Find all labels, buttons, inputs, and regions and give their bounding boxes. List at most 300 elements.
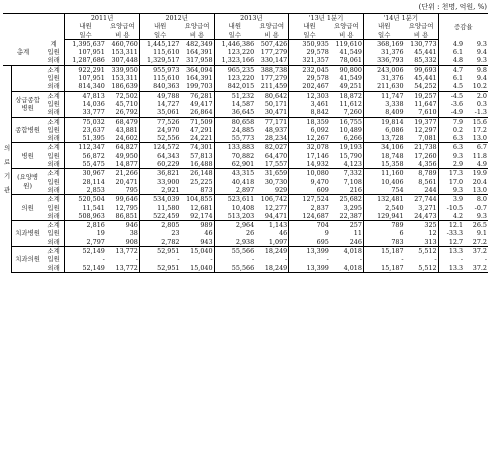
- header-sub2-cell: 비 용: [181, 31, 215, 40]
- value-cell: 368,169: [377, 39, 404, 48]
- value-cell: 199,703: [181, 82, 215, 91]
- row-label: 입원: [43, 255, 65, 263]
- value-cell: 513,203: [214, 212, 255, 221]
- value-cell: 1,446,386: [221, 39, 255, 48]
- value-cell: 52,951: [139, 264, 180, 273]
- value-cell: 13.0: [464, 134, 488, 143]
- value-cell: 15,790: [330, 152, 364, 160]
- table-row: [3, 100, 488, 108]
- value-cell: 11,612: [330, 100, 364, 108]
- value-cell: -4.9: [438, 108, 464, 117]
- value-cell: 10,080: [306, 169, 329, 178]
- table-row: [3, 255, 488, 263]
- header-row-years: [3, 14, 488, 23]
- header-sub2-cell: 일수: [65, 31, 106, 40]
- table-row: [3, 238, 488, 247]
- row-label: 외래: [43, 212, 65, 221]
- year-13q1: '13년 1분기: [289, 14, 364, 23]
- year-2011: 2011년: [65, 14, 140, 23]
- table-row: [3, 74, 488, 82]
- table-row: [3, 264, 488, 273]
- value-cell: 127,524: [302, 195, 329, 204]
- value-cell: 9.8: [476, 65, 487, 74]
- value-cell: 37.2: [464, 264, 488, 273]
- value-cell: 6,266: [330, 134, 364, 143]
- group-label: 총계: [3, 39, 43, 65]
- table-row: [3, 48, 488, 56]
- value-cell: 132,481: [377, 195, 404, 204]
- value-cell: 609: [289, 186, 330, 195]
- value-cell: 64,470: [255, 152, 289, 160]
- value-cell: 9.3: [464, 56, 488, 65]
- row-label: 소계: [43, 65, 65, 74]
- value-cell: 520,504: [78, 195, 105, 204]
- value-cell: 24,885: [231, 125, 255, 134]
- value-cell: 47,291: [181, 126, 215, 134]
- value-cell: 164,391: [181, 48, 215, 56]
- header-sub1-cell: 요양급여: [181, 22, 215, 30]
- value-cell: 3,338: [385, 99, 404, 108]
- value-cell: 76,281: [181, 91, 215, 100]
- value-cell: 695: [289, 238, 330, 247]
- section-label: 치과병원: [12, 221, 43, 247]
- value-cell: 20.4: [472, 177, 487, 186]
- value-cell: 1,323,166: [214, 56, 255, 65]
- value-cell: 9.3: [464, 212, 488, 221]
- row-label: 입원: [43, 229, 65, 237]
- value-cell: 47,813: [82, 91, 105, 100]
- value-cell: 15,040: [181, 264, 215, 273]
- value-cell: 2,540: [385, 203, 404, 212]
- value-cell: 26,864: [181, 108, 215, 117]
- value-cell: 19: [96, 229, 105, 238]
- value-cell: 336,793: [363, 56, 404, 65]
- value-cell: 6,086: [385, 125, 404, 134]
- value-cell: 71,509: [181, 117, 215, 126]
- value-cell: 7,610: [405, 108, 439, 117]
- section-label: 상급종합병원: [12, 91, 43, 117]
- value-cell: 40,418: [231, 177, 255, 186]
- value-cell: 12,681: [181, 204, 215, 212]
- table-row: [3, 56, 488, 65]
- table-row: [3, 160, 488, 169]
- value-cell: 9.4: [476, 48, 487, 57]
- section-label: 치과의원: [12, 247, 43, 273]
- value-cell: 17.2: [472, 125, 487, 134]
- value-cell: 908: [106, 238, 140, 247]
- table-row: [3, 143, 488, 152]
- value-cell: 62,901: [214, 160, 255, 169]
- value-cell: 6.3: [452, 143, 464, 152]
- value-cell: 7,108: [330, 178, 364, 186]
- value-cell: 27,744: [405, 195, 439, 204]
- value-cell: 46: [255, 229, 289, 237]
- row-label: 입원: [43, 48, 65, 56]
- section-label: [12, 65, 43, 91]
- value-cell: 35,061: [139, 108, 180, 117]
- value-cell: 4,123: [330, 160, 364, 169]
- value-cell: 19,377: [405, 117, 439, 126]
- row-label: 소계: [43, 221, 65, 230]
- header-sub1-cell: 내원: [79, 22, 92, 31]
- value-cell: 946: [106, 221, 140, 230]
- value-cell: 508,963: [65, 212, 106, 221]
- value-cell: 55,566: [214, 264, 255, 273]
- value-cell: -: [405, 255, 439, 263]
- value-cell: 19,814: [381, 117, 404, 126]
- value-cell: 130,773: [405, 39, 439, 48]
- value-cell: 9.3: [438, 186, 464, 195]
- header-sub2-cell: 일수: [289, 31, 330, 40]
- value-cell: 965,235: [227, 65, 255, 74]
- value-cell: 27.2: [464, 238, 488, 247]
- value-cell: -: [401, 255, 404, 264]
- value-cell: 339,950: [106, 65, 140, 74]
- year-2013: 2013년: [214, 14, 289, 23]
- value-cell: 2,816: [86, 221, 105, 230]
- value-cell: 1,395,637: [72, 39, 105, 48]
- value-cell: 41,549: [330, 48, 364, 56]
- value-cell: 17,146: [306, 151, 329, 160]
- value-cell: 55,566: [231, 247, 255, 256]
- value-cell: 840,363: [139, 82, 180, 91]
- value-cell: 20,471: [106, 178, 140, 186]
- unit-caption: (단위 : 천명, 억원, %): [418, 3, 487, 11]
- table-row: [3, 108, 488, 117]
- value-cell: 177,279: [255, 74, 289, 82]
- value-cell: 52,149: [82, 247, 105, 256]
- value-cell: 26,792: [106, 108, 140, 117]
- value-cell: 350,935: [302, 39, 329, 48]
- value-cell: 460,760: [106, 39, 140, 48]
- value-cell: 943: [181, 238, 215, 247]
- value-cell: 49,950: [106, 152, 140, 160]
- value-cell: 74,301: [181, 143, 215, 152]
- row-label: 소계: [43, 91, 65, 100]
- row-label: 외래: [43, 264, 65, 273]
- value-cell: -10.5: [446, 203, 464, 212]
- value-cell: 482,349: [181, 39, 215, 48]
- value-cell: 75,032: [82, 117, 105, 126]
- value-cell: 6.3: [438, 134, 464, 143]
- value-cell: 534,039: [153, 195, 180, 204]
- value-cell: 15,358: [363, 160, 404, 169]
- value-cell: 60,229: [139, 160, 180, 169]
- value-cell: 177,279: [255, 48, 289, 56]
- value-cell: 51,395: [65, 134, 106, 143]
- value-cell: 10,489: [330, 126, 364, 134]
- row-label: 소계: [43, 195, 65, 204]
- value-cell: 8,789: [405, 169, 439, 178]
- value-cell: 124,572: [153, 143, 180, 152]
- value-cell: 211,459: [255, 82, 289, 91]
- value-cell: -: [177, 255, 180, 264]
- year-2012: 2012년: [139, 14, 214, 23]
- table-body: [3, 39, 488, 272]
- value-cell: 6.7: [476, 143, 487, 152]
- value-cell: 2.9: [438, 160, 464, 169]
- header-sub1-cell: 내원: [303, 22, 316, 31]
- value-cell: 45,441: [405, 74, 439, 82]
- value-cell: 30,730: [255, 178, 289, 186]
- table-row: [3, 169, 488, 178]
- value-cell: 12,303: [306, 91, 329, 100]
- value-cell: 2.0: [476, 91, 487, 100]
- value-cell: 11,747: [381, 91, 404, 100]
- value-cell: 30,967: [82, 169, 105, 178]
- value-cell: 1,329,517: [139, 56, 180, 65]
- value-cell: 0.3: [476, 99, 487, 108]
- value-cell: 13,772: [106, 264, 140, 273]
- table-row: [3, 178, 488, 186]
- table-row: [3, 195, 488, 204]
- value-cell: 19,257: [405, 91, 439, 100]
- value-cell: -: [106, 255, 140, 263]
- value-cell: 26.5: [472, 221, 487, 230]
- value-cell: 8,842: [289, 108, 330, 117]
- value-cell: 6.1: [452, 48, 464, 57]
- header-row-sub2: [3, 31, 488, 40]
- value-cell: 37.2: [472, 247, 487, 256]
- value-cell: 43,881: [106, 126, 140, 134]
- value-cell: 211,630: [363, 82, 404, 91]
- value-cell: 24,473: [405, 212, 439, 221]
- value-cell: 41,549: [330, 74, 364, 82]
- value-cell: -: [460, 255, 464, 264]
- row-label: 입원: [43, 152, 65, 160]
- value-cell: -: [102, 255, 105, 264]
- value-cell: 7,332: [330, 169, 364, 178]
- value-cell: 115,610: [153, 74, 180, 83]
- value-cell: 523,611: [227, 195, 255, 204]
- header-sub1-cell: 요양급여: [330, 22, 364, 30]
- value-cell: 24,970: [157, 125, 180, 134]
- value-cell: 26: [246, 229, 255, 238]
- row-label: 소계: [43, 247, 65, 256]
- value-cell: 14,727: [157, 99, 180, 108]
- table-row: [3, 152, 488, 160]
- value-cell: 86,851: [106, 212, 140, 221]
- value-cell: 13,399: [289, 264, 330, 273]
- value-cell: 17.0: [448, 177, 464, 186]
- value-cell: 8.0: [476, 195, 487, 204]
- table-row: [3, 212, 488, 221]
- value-cell: 2,897: [214, 186, 255, 195]
- value-cell: 2,782: [139, 238, 180, 247]
- value-cell: 133,883: [227, 143, 255, 152]
- table-row: [3, 204, 488, 212]
- value-cell: 5,512: [405, 264, 439, 273]
- value-cell: 24,602: [106, 134, 140, 143]
- table-row: [3, 221, 488, 230]
- row-label: 계: [43, 39, 65, 48]
- value-cell: 13,399: [306, 247, 329, 256]
- value-cell: 25,225: [181, 178, 215, 186]
- value-cell: 10,406: [381, 177, 404, 186]
- value-cell: -33.3: [446, 229, 464, 238]
- value-cell: 164,391: [181, 74, 215, 82]
- row-label: 소계: [43, 143, 65, 152]
- value-cell: 50,171: [255, 100, 289, 108]
- value-cell: 123,220: [227, 48, 255, 57]
- value-cell: 36,821: [157, 169, 180, 178]
- value-cell: -: [330, 255, 364, 263]
- value-cell: 129,941: [363, 212, 404, 221]
- value-cell: 8,409: [363, 108, 404, 117]
- value-cell: 842,015: [214, 82, 255, 91]
- row-label: 외래: [43, 56, 65, 65]
- row-label: 입원: [43, 100, 65, 108]
- value-cell: -3.6: [450, 99, 464, 108]
- value-cell: 3,461: [310, 99, 329, 108]
- value-cell: 77,526: [157, 117, 180, 126]
- row-label: 소계: [43, 117, 65, 126]
- row-label: 소계: [43, 169, 65, 178]
- year-14q1: '14년 1분기: [363, 14, 438, 23]
- row-label: 외래: [43, 82, 65, 91]
- value-cell: 307,448: [106, 56, 140, 65]
- value-cell: 52,556: [139, 134, 180, 143]
- value-cell: 15.6: [472, 117, 487, 126]
- header-sub2-cell: 비 용: [405, 31, 439, 40]
- value-cell: 30,471: [255, 108, 289, 117]
- growth-header: 증감율: [438, 14, 488, 40]
- value-cell: 15,187: [363, 264, 404, 273]
- value-cell: 955,973: [153, 65, 180, 74]
- value-cell: 99,646: [106, 195, 140, 204]
- value-cell: 46: [181, 229, 215, 237]
- value-cell: 29,578: [306, 74, 329, 83]
- table-row: [3, 117, 488, 126]
- value-cell: 33,777: [65, 108, 106, 117]
- value-cell: 99,693: [405, 65, 439, 74]
- value-cell: 507,426: [255, 39, 289, 48]
- value-cell: 18,748: [381, 151, 404, 160]
- table-row: [3, 186, 488, 195]
- header-sub1-cell: 요양급여: [106, 22, 140, 30]
- value-cell: 72,502: [106, 91, 140, 100]
- value-cell: 32,078: [306, 143, 329, 152]
- header-sub2-cell: 비 용: [255, 31, 289, 40]
- value-cell: 9,470: [310, 177, 329, 186]
- value-cell: 14,036: [82, 99, 105, 108]
- value-cell: 4.7: [452, 65, 464, 74]
- value-cell: 2,938: [214, 238, 255, 247]
- value-cell: 1,143: [255, 221, 289, 230]
- value-cell: 246: [330, 238, 364, 247]
- value-cell: 80,658: [231, 117, 255, 126]
- value-cell: 4,018: [330, 264, 364, 273]
- value-cell: 6: [399, 229, 404, 238]
- value-cell: 9: [324, 229, 329, 238]
- value-cell: 49,788: [157, 91, 180, 100]
- value-cell: 80,642: [255, 91, 289, 100]
- value-cell: 54,252: [405, 82, 439, 91]
- value-cell: -: [326, 255, 329, 264]
- value-cell: 17.3: [448, 169, 464, 178]
- value-cell: 77,171: [255, 117, 289, 126]
- value-cell: 13,772: [106, 247, 140, 256]
- table-row: [3, 134, 488, 143]
- value-cell: 107,951: [78, 74, 105, 83]
- row-label: 입원: [43, 126, 65, 134]
- value-cell: 7,081: [405, 134, 439, 143]
- value-cell: 23,637: [82, 125, 105, 134]
- value-cell: 13.3: [448, 247, 464, 256]
- value-cell: 330,147: [255, 56, 289, 65]
- value-cell: 48,937: [255, 126, 289, 134]
- table-row: [3, 91, 488, 100]
- value-cell: 14,932: [289, 160, 330, 169]
- value-cell: 52,951: [157, 247, 180, 256]
- table-row: [3, 39, 488, 48]
- section-label: (요양병원): [12, 169, 43, 195]
- value-cell: 124,687: [289, 212, 330, 221]
- value-cell: 16,755: [330, 117, 364, 126]
- section-label: 의원: [12, 195, 43, 221]
- value-cell: 11,647: [405, 100, 439, 108]
- value-cell: 3.9: [452, 195, 464, 204]
- value-cell: 16,488: [181, 160, 215, 169]
- value-cell: 244: [405, 186, 439, 195]
- value-cell: 19.9: [472, 169, 487, 178]
- value-cell: 56,872: [82, 151, 105, 160]
- row-label: 외래: [43, 134, 65, 143]
- value-cell: 814,340: [65, 82, 106, 91]
- value-cell: 12,297: [405, 126, 439, 134]
- value-cell: 55,773: [214, 134, 255, 143]
- section-label: 종합병원: [12, 117, 43, 143]
- value-cell: 45,710: [106, 100, 140, 108]
- value-cell: 232,045: [302, 65, 329, 74]
- value-cell: 34,106: [381, 143, 404, 152]
- value-cell: 11: [330, 229, 364, 237]
- row-label: 외래: [43, 160, 65, 169]
- value-cell: 6,092: [310, 125, 329, 134]
- value-cell: 112,347: [78, 143, 105, 152]
- value-cell: 107,951: [78, 48, 105, 57]
- value-cell: 8,561: [405, 178, 439, 186]
- value-cell: 2,964: [235, 221, 255, 230]
- value-cell: 64,827: [106, 143, 140, 152]
- value-cell: 18,249: [255, 264, 289, 273]
- value-cell: 7.9: [452, 117, 464, 126]
- value-cell: 754: [363, 186, 404, 195]
- value-cell: 11,160: [381, 169, 404, 178]
- value-cell: 18,872: [330, 91, 364, 100]
- value-cell: 0.2: [452, 125, 464, 134]
- value-cell: 243,006: [377, 65, 404, 74]
- value-cell: 11.8: [472, 151, 487, 160]
- value-cell: 13.3: [438, 264, 464, 273]
- table-row: [3, 126, 488, 134]
- value-cell: 18,359: [306, 117, 329, 126]
- value-cell: 49,251: [330, 82, 364, 91]
- value-cell: 68,479: [106, 117, 140, 126]
- section-label: 병원: [12, 143, 43, 169]
- value-cell: 52,149: [65, 264, 106, 273]
- value-cell: 94,471: [255, 212, 289, 221]
- value-cell: 85,332: [405, 56, 439, 65]
- value-cell: 12.1: [448, 221, 464, 230]
- value-cell: 11,580: [157, 203, 180, 212]
- value-cell: 28,114: [82, 177, 105, 186]
- header-sub2-cell: 비 용: [330, 31, 364, 40]
- value-cell: 4.9: [452, 39, 464, 48]
- value-cell: 29,578: [306, 48, 329, 57]
- table-row: [3, 247, 488, 256]
- header-row-sub1: [3, 22, 488, 30]
